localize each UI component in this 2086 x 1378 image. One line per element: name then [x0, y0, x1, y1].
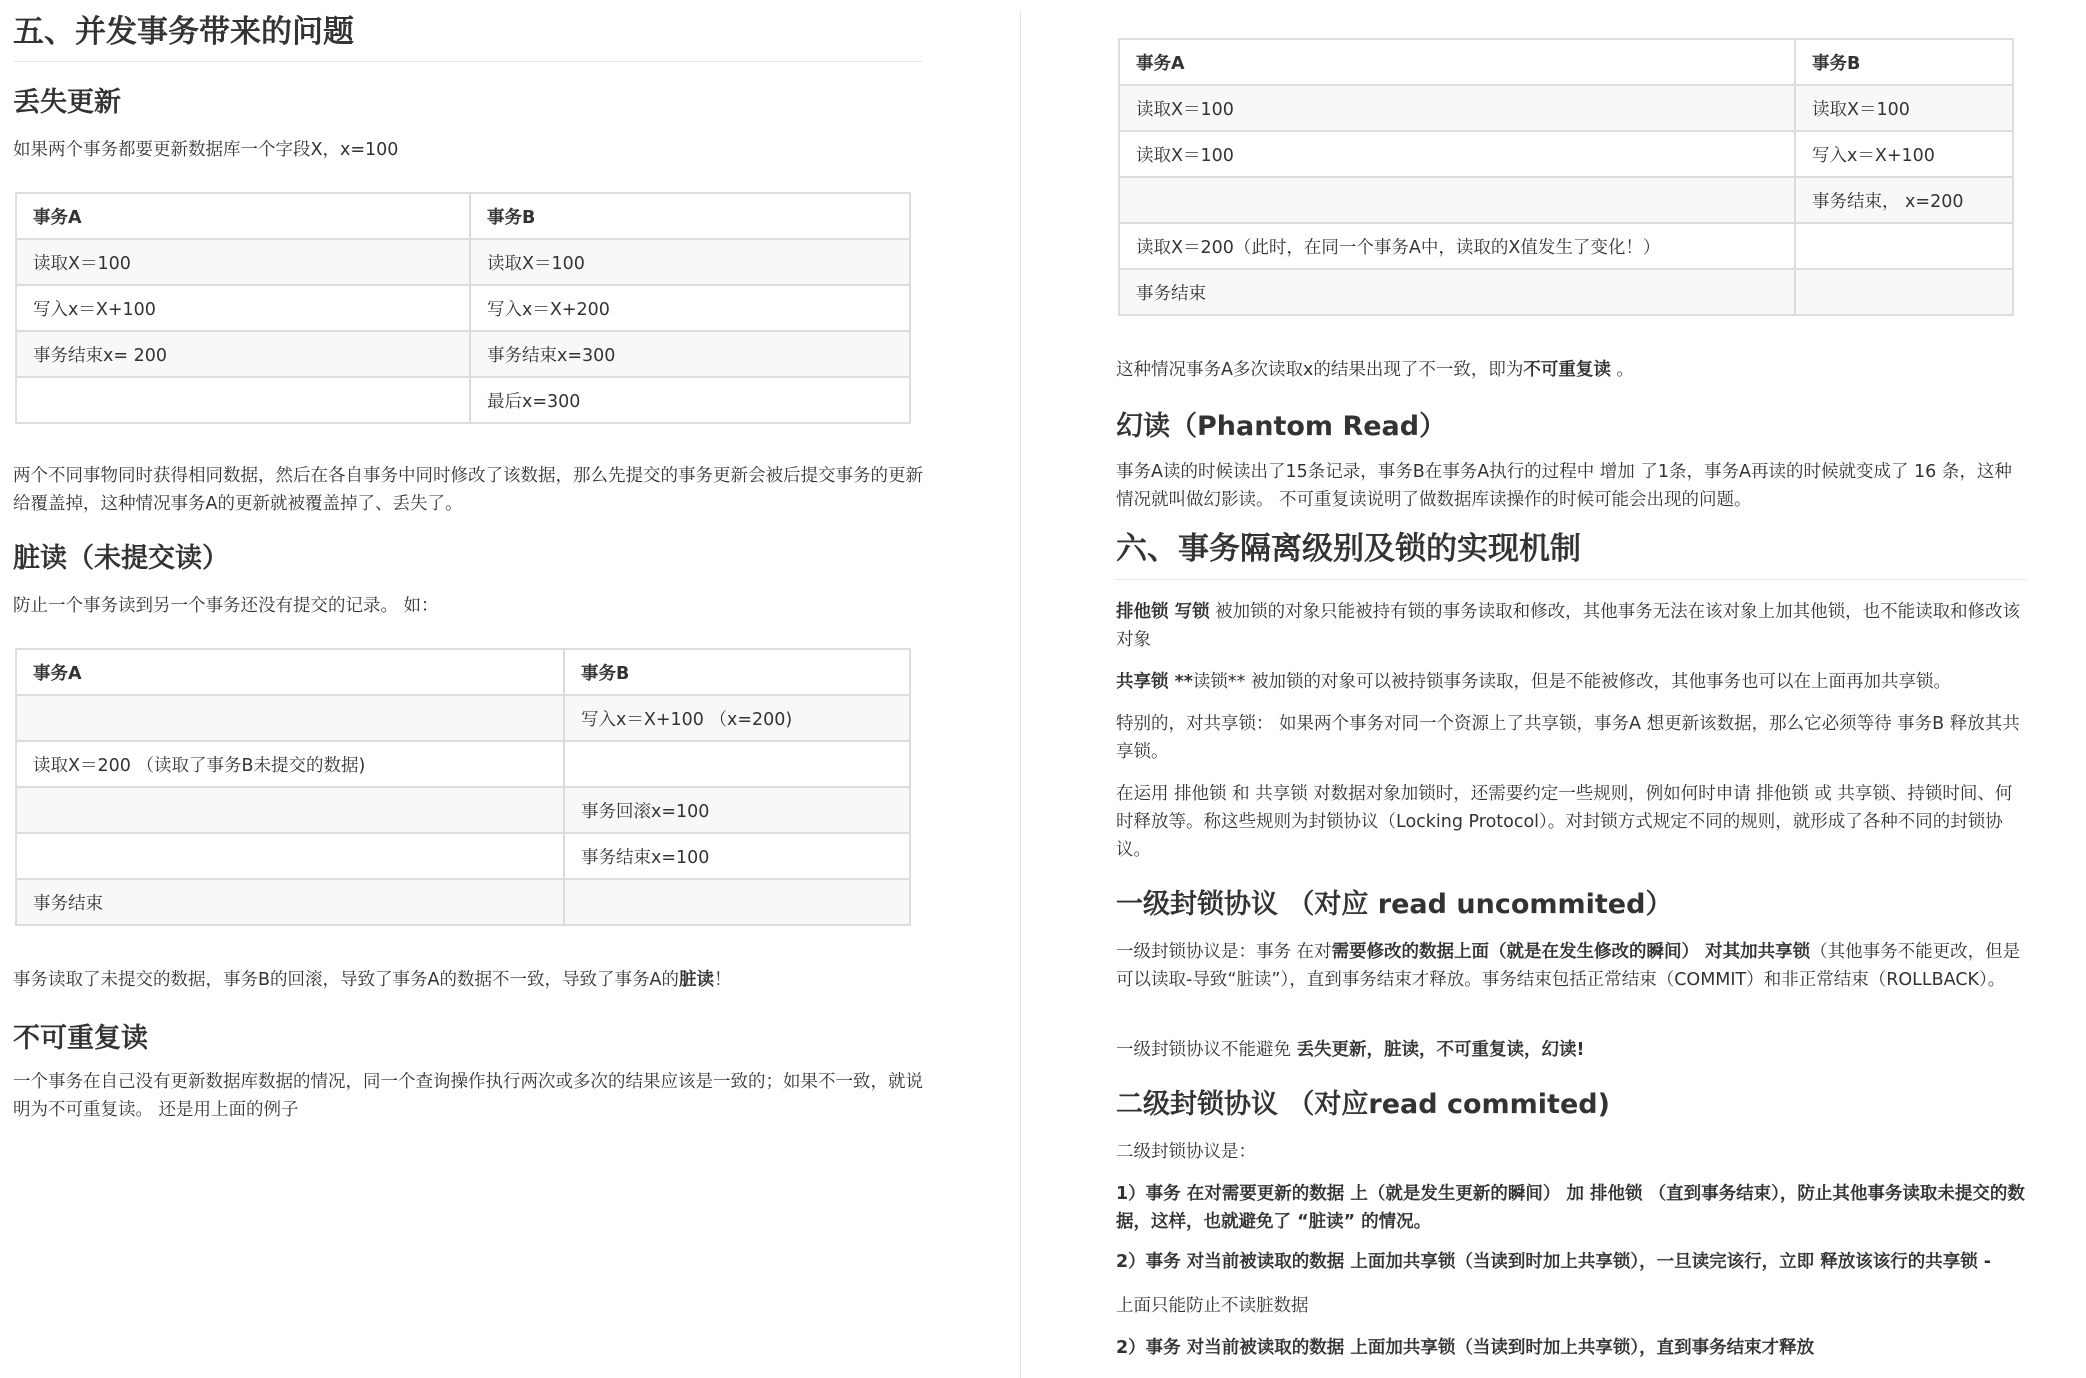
text-run: 这种情况事务A多次读取x的结果出现了不一致，即为 — [1116, 360, 1524, 380]
table-header: 事务A — [16, 193, 470, 239]
table-cell: 读取X＝100 — [1795, 85, 2013, 131]
table-cell — [16, 787, 564, 833]
table-cell: 写入x＝X+200 — [470, 285, 910, 331]
table-cell: 写入x＝X+100 （x=200) — [564, 695, 910, 741]
table-row — [16, 787, 910, 833]
table-cell: 事务回滚x=100 — [564, 787, 910, 833]
locking-protocol-description: 在运用 排他锁 和 共享锁 对数据对象加锁时，还需要约定一些规则，例如何时申请 排他锁 或 共享锁、持锁时间、何时释放等。称这些规则为封锁协议（Locking Protocol）。对封锁方式规定不同的规则，就形成了各种不同的封锁协议。 — [1116, 784, 2013, 860]
bold-term: 共享锁 ** — [1116, 672, 1193, 692]
table-row — [1119, 131, 2013, 177]
table-cell: 事务结束 — [1119, 269, 1795, 315]
table-cell: 事务结束， x=200 — [1795, 177, 2013, 223]
dirty-read-description — [13, 966, 731, 994]
table-cell — [1795, 269, 2013, 315]
table-row — [16, 833, 910, 879]
level-2-protocol-item-1: 1）事务 在对需要更新的数据 上（就是发生更新的瞬间） 加 排他锁 （直到事务结束），防止其他事务读取未提交的数据，这样，也就避免了 “脏读” 的情况。 — [1116, 1184, 2025, 1232]
table-cell — [1795, 223, 2013, 269]
bold-term: 丢失更新，脏读，不可重复读，幻读! — [1296, 1040, 1585, 1060]
table-row — [16, 695, 910, 741]
shared-lock-special-note: 特别的，对共享锁： 如果两个事务对同一个资源上了共享锁，事务A 想更新该数据，那么它必须等待 事务B 释放其共享锁。 — [1116, 714, 2020, 762]
text-run: 。 — [1610, 360, 1634, 380]
table-row — [16, 331, 910, 377]
level-2-protocol-item-3: 2）事务 对当前被读取的数据 上面加共享锁（当读到时加上共享锁），直到事务结束才释放 — [1116, 1338, 1815, 1358]
level-2-protocol-note: 上面只能防止不读脏数据 — [1116, 1296, 1309, 1316]
table-row — [16, 239, 910, 285]
section-6-heading: 六、事务隔离级别及锁的实现机制 — [1116, 526, 2026, 580]
text-run: 事务读取了未提交的数据，事务B的回滚，导致了事务A的数据不一致，导致了事务A的 — [13, 970, 679, 990]
table-cell — [564, 879, 910, 925]
table-cell: 事务结束x=300 — [470, 331, 910, 377]
bold-term: 脏读 — [678, 970, 714, 990]
non-repeatable-read-description — [1116, 356, 1634, 384]
shared-lock-description — [1116, 668, 2026, 696]
lost-update-intro: 如果两个事务都要更新数据库一个字段X，x=100 — [13, 140, 399, 160]
table-cell — [1119, 177, 1795, 223]
level-2-protocol-item-2: 2）事务 对当前被读取的数据 上面加共享锁（当读到时加上共享锁），一旦读完该行，立即 释放该该行的共享锁 - — [1116, 1252, 1992, 1272]
lost-update-table — [15, 192, 911, 424]
level-1-protocol-heading: 一级封锁协议 （对应 read uncommited） — [1116, 889, 1673, 920]
table-header: 事务B — [1795, 39, 2013, 85]
text-run: 一级封锁协议是：事务 在对 — [1116, 942, 1332, 962]
text-run: 被加锁的对象只能被持有锁的事务读取和修改，其他事务无法在该对象上加其他锁，也不能读取和修改该对象 — [1116, 602, 2021, 650]
table-cell: 写入x＝X+100 — [16, 285, 470, 331]
table-row — [1119, 85, 2013, 131]
bold-term: 不可重复读 — [1523, 360, 1611, 380]
table-header: 事务B — [470, 193, 910, 239]
non-repeatable-read-heading: 不可重复读 — [13, 1023, 148, 1054]
table-row — [1119, 177, 2013, 223]
table-cell: 事务结束x=100 — [564, 833, 910, 879]
text-run: 读锁** 被加锁的对象可以被持锁事务读取，但是不能被修改，其他事务也可以在上面再加共享锁。 — [1192, 672, 1951, 692]
dirty-read-table — [15, 648, 911, 926]
level-1-protocol-limits — [1116, 1036, 1585, 1064]
text-run: 一级封锁协议不能避免 — [1116, 1040, 1297, 1060]
text-run: ！ — [713, 970, 732, 990]
exclusive-lock-description — [1116, 598, 2026, 654]
table-header: 事务A — [1119, 39, 1795, 85]
table-row — [1119, 269, 2013, 315]
level-2-protocol-heading: 二级封锁协议 （对应read commited) — [1116, 1089, 1610, 1120]
table-cell — [16, 377, 470, 423]
table-header: 事务B — [564, 649, 910, 695]
dirty-read-heading: 脏读（未提交读） — [13, 543, 229, 574]
table-row — [16, 879, 910, 925]
lost-update-heading: 丢失更新 — [13, 87, 121, 118]
table-cell — [16, 695, 564, 741]
table-cell: 事务结束x= 200 — [16, 331, 470, 377]
phantom-read-heading: 幻读（Phantom Read） — [1116, 411, 1447, 442]
section-5-heading: 五、并发事务带来的问题 — [13, 10, 923, 62]
table-cell: 读取X＝200 （读取了事务B未提交的数据) — [16, 741, 564, 787]
table-row — [16, 377, 910, 423]
table-cell — [16, 833, 564, 879]
table-row — [16, 285, 910, 331]
table-row — [1119, 223, 2013, 269]
non-repeatable-read-intro: 一个事务在自己没有更新数据库数据的情况，同一个查询操作执行两次或多次的结果应该是一致的；如果不一致，就说明为不可重复读。 还是用上面的例子 — [13, 1072, 923, 1120]
bold-term: 需要修改的数据上面（就是在发生修改的瞬间） 对其加共享锁 — [1331, 942, 1811, 962]
bold-term: 排他锁 写锁 — [1116, 602, 1210, 622]
table-cell: 读取X＝100 — [16, 239, 470, 285]
level-1-protocol-description — [1116, 938, 2026, 994]
level-2-protocol-intro: 二级封锁协议是： — [1116, 1142, 1256, 1162]
lost-update-description: 两个不同事物同时获得相同数据，然后在各自事务中同时修改了该数据，那么先提交的事务更新会被后提交事务的更新给覆盖掉，这种情况事务A的更新就被覆盖掉了、丢失了。 — [13, 466, 923, 514]
table-cell: 事务结束 — [16, 879, 564, 925]
table-cell: 读取X＝100 — [1119, 131, 1795, 177]
table-cell — [564, 741, 910, 787]
table-cell: 读取X＝100 — [1119, 85, 1795, 131]
text-run: （其他事务不能更改，但是可以读取-导致“脏读”），直到事务结束才释放。事务结束包括正常结束（COMMIT）和非正常结束（ROLLBACK）。 — [1116, 942, 2021, 990]
non-repeatable-read-table — [1118, 38, 2014, 316]
dirty-read-intro: 防止一个事务读到另一个事务还没有提交的记录。 如： — [13, 596, 439, 616]
table-cell: 读取X＝100 — [470, 239, 910, 285]
table-row — [16, 741, 910, 787]
table-cell: 最后x=300 — [470, 377, 910, 423]
table-cell: 读取X＝200（此时，在同一个事务A中，读取的X值发生了变化！） — [1119, 223, 1795, 269]
column-divider — [1020, 10, 1021, 1378]
table-header: 事务A — [16, 649, 564, 695]
phantom-read-description: 事务A读的时候读出了15条记录，事务B在事务A执行的过程中 增加 了1条，事务A再读的时候就变成了 16 条，这种情况就叫做幻影读。 不可重复读说明了做数据库读操作的时候可能会出现的问题。 — [1116, 462, 2012, 510]
table-cell: 写入x＝X+100 — [1795, 131, 2013, 177]
